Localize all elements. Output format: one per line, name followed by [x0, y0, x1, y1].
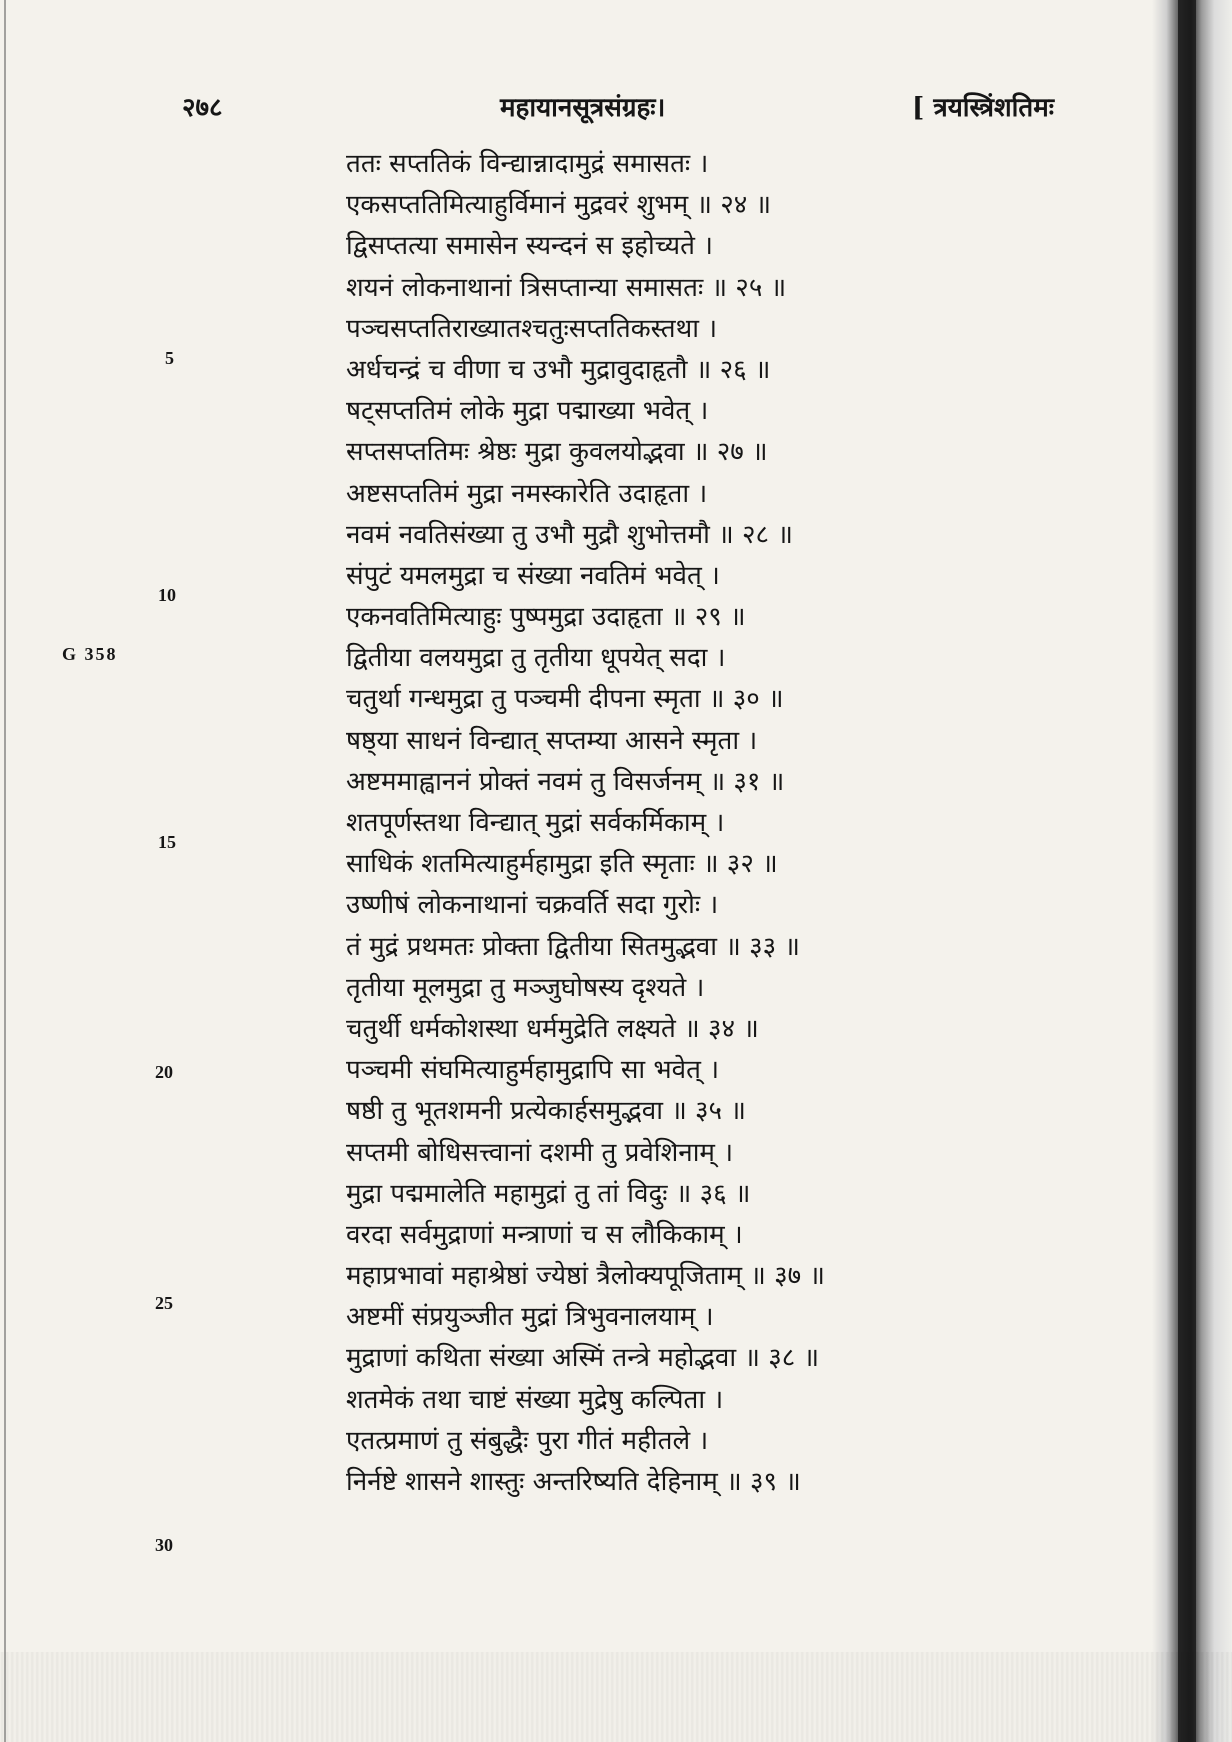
verse-line: द्वितीया वलयमुद्रा तु तृतीया धूपयेत् सदा । [346, 643, 726, 674]
line-number-20: 20 [155, 1062, 173, 1082]
verse-line: ततः सप्ततिकं विन्द्यान्नादामुद्रं समासतः । [346, 149, 709, 179]
verse-text-block [346, 144, 1146, 1503]
verse-line: शयनं लोकनाथानां त्रिसप्तान्या समासतः ॥ २५ ॥ [346, 272, 787, 303]
verse-line: चतुर्था गन्धमुद्रा तु पञ्चमी दीपना स्मृता ॥ ३० ॥ [346, 684, 784, 715]
page-edge-rule [4, 0, 6, 1742]
verse-line: महाप्रभावां महाश्रेष्ठां ज्येष्ठां त्रैलोक्यपूजिताम् ॥ ३७ ॥ [346, 1261, 826, 1292]
verse-line: मुद्राणां कथिता संख्या अस्मिं तन्त्रे महोद्भवा ॥ ३८ ॥ [346, 1343, 820, 1374]
verse-line: साधिकं शतमित्याहुर्महामुद्रा इति स्मृताः ॥ ३२ ॥ [346, 849, 778, 880]
verse-line: अष्टमीं संप्रयुञ्जीत मुद्रां त्रिभुवनालयाम् । [346, 1302, 714, 1333]
verse-line: चतुर्थी धर्मकोशस्था धर्ममुद्रेति लक्ष्यते ॥ ३४ ॥ [346, 1013, 759, 1044]
verse-line: अर्धचन्द्रं च वीणा च उभौ मुद्रावुदाहृतौ ॥ २६ ॥ [346, 354, 771, 385]
line-number-30: 30 [155, 1535, 173, 1555]
verse-line: मुद्रा पद्ममालेति महामुद्रां तु तां विदुः ॥ ३६ ॥ [346, 1178, 751, 1209]
line-number-10: 10 [158, 585, 176, 605]
verse-line: वरदा सर्वमुद्राणां मन्त्राणां च स लौकिकाम् । [346, 1219, 743, 1250]
line-number-5: 5 [165, 348, 174, 368]
verse-line: षट्सप्ततिमं लोके मुद्रा पद्माख्या भवेत् । [346, 396, 709, 427]
verse-line: सप्तसप्ततिमः श्रेष्ठः मुद्रा कुवलयोद्भवा ॥ २७ ॥ [346, 437, 768, 468]
verse-line: तृतीया मूलमुद्रा तु मञ्जुघोषस्य दृश्यते । [346, 972, 705, 1003]
verse-line: पञ्चसप्ततिराख्यातश्चतुःसप्ततिकस्तथा । [346, 313, 718, 344]
book-spine-gutter [1178, 0, 1196, 1742]
verse-line: शतमेकं तथा चाष्टं संख्या मुद्रेषु कल्पिता । [346, 1384, 724, 1415]
verse-line: पञ्चमी संघमित्याहुर्महामुद्रापि सा भवेत् । [346, 1055, 720, 1086]
verse-line: तं मुद्रं प्रथमतः प्रोक्ता द्वितीया सितमुद्भवा ॥ ३३ ॥ [346, 931, 800, 962]
verse-line: अष्टममाह्वाननं प्रोक्तं नवमं तु विसर्जनम् ॥ ३१ ॥ [346, 766, 785, 797]
verse-line: उष्णीषं लोकनाथानां चक्रवर्ति सदा गुरोः । [346, 890, 719, 921]
edition-page-reference: G 358 [62, 644, 118, 664]
line-number-15: 15 [158, 832, 176, 852]
running-title: महायानसूत्रसंग्रहः। [500, 93, 666, 123]
verse-line: षष्ठी तु भूतशमनी प्रत्येकार्हसमुद्भवा ॥ ३५ ॥ [346, 1096, 746, 1127]
scan-noise [0, 1652, 1232, 1742]
verse-line: नवमं नवतिसंख्या तु उभौ मुद्रौ शुभोत्तमौ ॥ २८ ॥ [346, 519, 793, 550]
verse-line: संपुटं यमलमुद्रा च संख्या नवतिमं भवेत् । [346, 560, 720, 591]
verse-line: द्विसप्तत्या समासेन स्यन्दनं स इहोच्यते । [346, 231, 714, 262]
verse-line: निर्नष्टे शासने शास्तुः अन्तरिष्यति देहिनाम् ॥ ३९ ॥ [346, 1467, 801, 1497]
chapter-heading: [ त्रयस्त्रिंशतिमः [912, 93, 1055, 123]
page-number: २७८ [182, 93, 223, 123]
verse-line: सप्तमी बोधिसत्त्वानां दशमी तु प्रवेशिनाम् । [346, 1137, 734, 1168]
line-number-25: 25 [155, 1293, 173, 1313]
verse-line: अष्टसप्ततिमं मुद्रा नमस्कारेति उदाहृता । [346, 478, 708, 509]
verse-line: एतत्प्रमाणं तु संबुद्धैः पुरा गीतं महीतले । [346, 1425, 709, 1456]
verse-line: शतपूर्णस्तथा विन्द्यात् मुद्रां सर्वकर्मिकाम् । [346, 808, 725, 838]
verse-line: षष्ठ्या साधनं विन्द्यात् सप्तम्या आसने स्मृता । [346, 725, 758, 756]
verse-line: एकसप्ततिमित्याहुर्विमानं मुद्रवरं शुभम् ॥ २४ ॥ [346, 190, 772, 221]
verse-line: एकनवतिमित्याहुः पुष्पमुद्रा उदाहृता ॥ २९ ॥ [346, 602, 746, 633]
